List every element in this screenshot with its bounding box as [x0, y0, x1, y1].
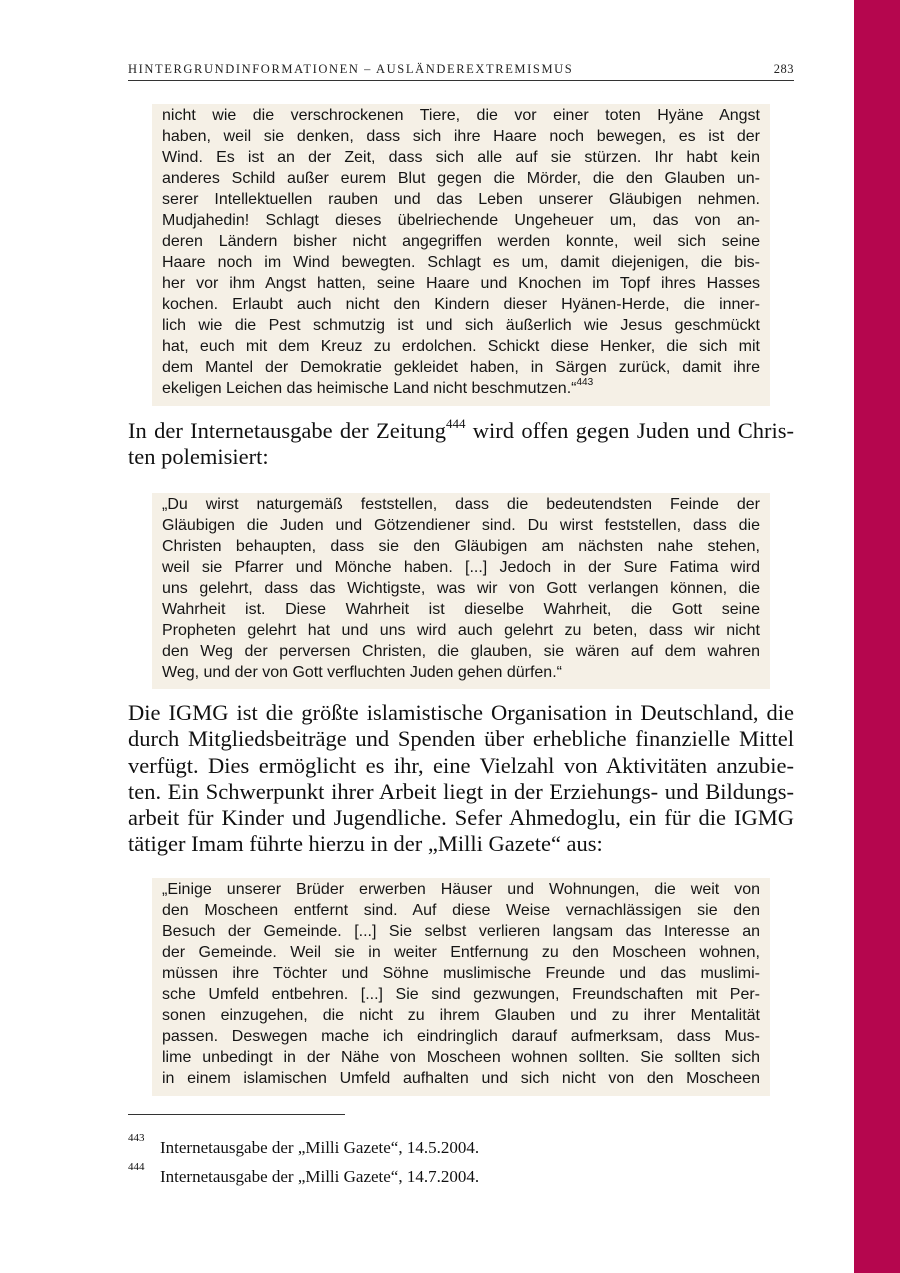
quote-line: Wahrheit ist. Diese Wahrheit ist dieselbe Wahrheit, die Gott seine: [162, 601, 760, 618]
quote-line: sonen einzugehen, die nicht zu ihrem Glauben und zu ihrer Mentalität: [162, 1007, 760, 1024]
quote-line: her vor ihm Angst hatten, seine Haare und Knochen im Topf ihres Hasses: [162, 275, 760, 292]
header-rule: [128, 80, 794, 81]
quote-line: „Einige unserer Brüder erwerben Häuser und Wohnungen, die weit von: [162, 881, 760, 898]
page-number: 283: [773, 62, 794, 76]
quote-line: serer Intellektuellen rauben und das Leben unserer Gläubigen nehmen.: [162, 191, 760, 208]
magenta-side-bar: [854, 0, 900, 1273]
quote-block-2: [152, 493, 770, 689]
footnote-number: 444: [128, 1161, 145, 1173]
footnote-text: Internetausgabe der „Milli Gazete“, 14.7.2004.: [160, 1167, 480, 1186]
footnote-text: Internetausgabe der „Milli Gazete“, 14.5.2004.: [160, 1138, 480, 1157]
paragraph-line: arbeit für Kinder und Jugendliche. Sefer Ahmedoglu, ein für die IGMG: [128, 805, 794, 831]
quote-line: lime unbedingt in der Nähe von Moscheen wohnen sollten. Sie sollten sich: [162, 1049, 760, 1066]
paragraph-line: ten polemisiert:: [128, 444, 269, 470]
paragraph-text: wird offen gegen Juden und Chris-: [465, 418, 794, 443]
quote-line-last: Weg, und der von Gott verfluchten Juden gehen dürfen.“: [162, 664, 562, 681]
quote-line: uns gelehrt, dass das Wichtigste, was wir von Gott verlangen können, die: [162, 580, 760, 597]
paragraph-2: [128, 700, 794, 858]
footnote-ref-443: 443: [576, 377, 594, 388]
paragraph-line: Die IGMG ist die größte islamistische Organisation in Deutschland, die: [128, 700, 794, 725]
quote-line: sche Umfeld entbehren. [...] Sie sind gezwungen, Freundschaften mit Per-: [162, 986, 760, 1003]
quote-line: Besuch der Gemeinde. [...] Sie selbst verlieren langsam das Interesse an: [162, 923, 760, 940]
quote-line: Propheten gelehrt hat und uns wird auch gelehrt zu beten, dass wir nicht: [162, 622, 760, 639]
quote-line: den Moscheen entfernt sind. Auf diese Weise vernachlässigen sie den: [162, 902, 760, 919]
quote-block-3: [152, 878, 770, 1096]
paragraph-text: In der Internetausgabe der Zeitung: [128, 418, 446, 443]
quote-line: den Weg der perversen Christen, die glauben, sie wären auf dem wahren: [162, 643, 760, 660]
quote-line-text: ekeligen Leichen das heimische Land nicht beschmutzen.“: [162, 380, 577, 397]
quote-line: müssen ihre Töchter und Söhne muslimische Freunde und das muslimi-: [162, 965, 760, 982]
paragraph-line: [128, 418, 794, 444]
quote-line: passen. Deswegen mache ich eindringlich darauf aufmerksam, dass Mus-: [162, 1028, 760, 1045]
quote-line: in einem islamischen Umfeld aufhalten und sich nicht von den Moscheen: [162, 1070, 760, 1087]
footnote-number: 443: [128, 1132, 145, 1144]
footnote-ref-444: 444: [445, 416, 466, 431]
quote-line: deren Ländern bisher nicht angegriffen werden konnte, weil sich seine: [162, 233, 760, 250]
paragraph-1: [128, 418, 794, 471]
paragraph-line: tätiger Imam führte hierzu in der „Milli Gazete“ aus:: [128, 831, 603, 857]
quote-line: Gläubigen die Juden und Götzendiener sind. Du wirst feststellen, dass die: [162, 517, 760, 534]
quote-line: kochen. Erlaubt auch nicht den Kindern dieser Hyänen-Herde, die inner-: [162, 296, 760, 313]
quote-line: weil sie Pfarrer und Mönche haben. [...] Jedoch in der Sure Fatima wird: [162, 559, 760, 576]
quote-block-1: [152, 104, 770, 406]
quote-line: Wind. Es ist an der Zeit, dass sich alle auf sie stürzen. Ihr habt kein: [162, 149, 760, 166]
quote-line-last: [162, 378, 760, 399]
footnote-separator: [128, 1114, 345, 1115]
quote-line: hat, euch mit dem Kreuz zu erdolchen. Schickt diese Henker, die sich mit: [162, 338, 760, 355]
quote-line: Mudjahedin! Schlagt dieses übelriechende Ungeheuer um, das von an-: [162, 212, 760, 229]
quote-line: dem Mantel der Demokratie gekleidet haben, in Särgen zurück, damit ihre: [162, 359, 760, 376]
quote-line: der Gemeinde. Weil sie in weiter Entfernung zu den Moscheen wohnen,: [162, 944, 760, 961]
running-header-title: HINTERGRUNDINFORMATIONEN – AUSLÄNDEREXTREMISMUS: [128, 62, 574, 76]
quote-line: Haare noch im Wind bewegten. Schlagt es um, damit diejenigen, die bis-: [162, 254, 760, 271]
paragraph-line: ten. Ein Schwerpunkt ihrer Arbeit liegt in der Erziehungs- und Bildungs-: [128, 778, 794, 804]
paragraph-line: durch Mitgliedsbeiträge und Spenden über erhebliche finanzielle Mittel: [128, 726, 794, 752]
quote-line: „Du wirst naturgemäß feststellen, dass die bedeutendsten Feinde der: [162, 496, 760, 513]
quote-line: haben, weil sie denken, dass sich ihre Haare noch bewegen, es ist der: [162, 128, 760, 145]
quote-line: nicht wie die verschrockenen Tiere, die vor einer toten Hyäne Angst: [162, 107, 760, 124]
quote-line: lich wie die Pest schmutzig ist und sich äußerlich wie Jesus geschmückt: [162, 317, 760, 334]
quote-line: anderes Schild außer eurem Blut gegen die Mörder, die den Glauben un-: [162, 170, 760, 187]
quote-line: Christen behaupten, dass sie den Gläubigen am nächsten nahe stehen,: [162, 538, 760, 555]
paragraph-line: verfügt. Dies ermöglicht es ihr, eine Vielzahl von Aktivitäten anzubie-: [128, 752, 794, 778]
